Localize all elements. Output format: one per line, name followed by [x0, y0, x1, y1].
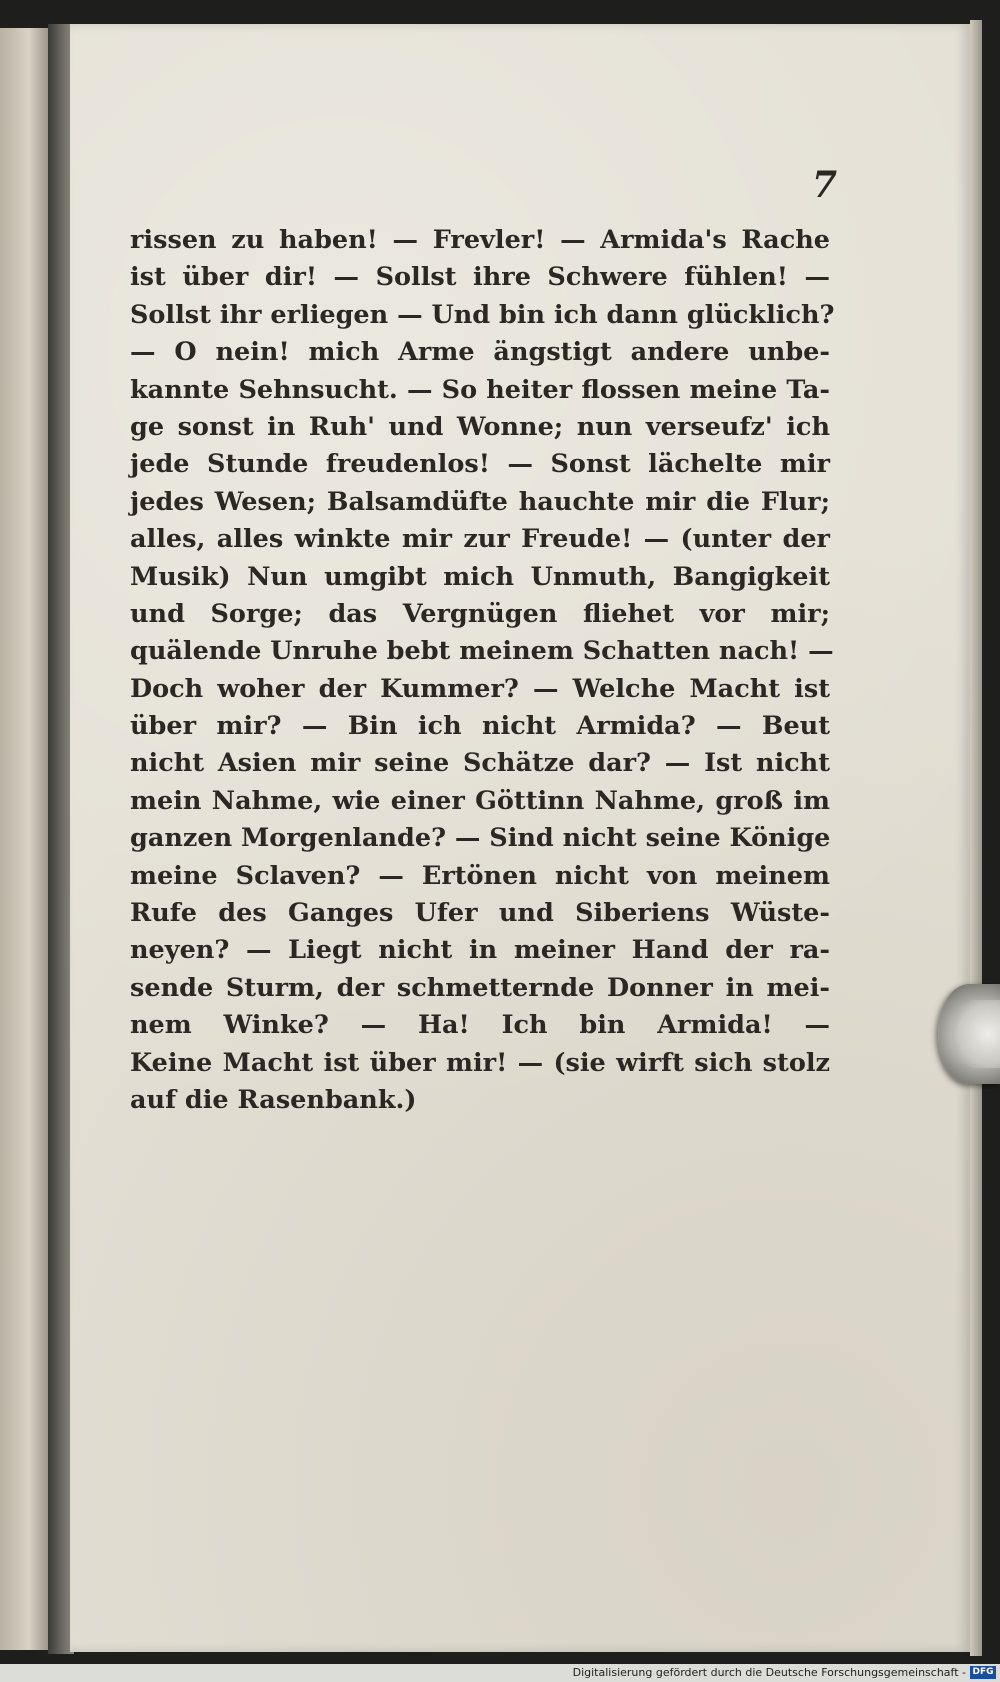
text-line: mein Nahme, wie einer Göttinn Nahme, groß im — [130, 785, 830, 816]
text-line: ge sonst in Ruh' und Wonne; nun verseufz' ich — [130, 411, 830, 442]
left-page-edge — [0, 28, 48, 1650]
page-clip — [938, 984, 1000, 1084]
text-line: Musik) Nun umgibt mich Unmuth, Bangigkeit — [130, 561, 830, 592]
dfg-logo: DFG — [970, 1666, 996, 1679]
text-line: kannte Sehnsucht. — So heiter flossen meine Ta- — [130, 374, 830, 405]
text-line: neyen? — Liegt nicht in meiner Hand der ra- — [130, 935, 830, 966]
body-text — [130, 222, 835, 1119]
text-line: auf die Rasenbank.) — [130, 1084, 417, 1115]
text-line: ganzen Morgenlande? — Sind nicht seine Könige — [130, 823, 831, 854]
text-line: und Sorge; das Vergnügen fliehet vor mir; — [130, 598, 830, 629]
page-number: 7 — [812, 164, 838, 206]
text-line: rissen zu haben! — Frevler! — Armida's Rache — [130, 225, 830, 255]
text-line: Sollst ihr erliegen — Und bin ich dann glücklich? — [130, 299, 835, 330]
text-line: Doch woher der Kummer? — Welche Macht ist — [130, 673, 830, 704]
text-line: alles, alles winkte mir zur Freude! — (unter der — [130, 524, 830, 555]
text-line: nem Winke? — Ha! Ich bin Armida! — — [130, 1010, 830, 1041]
right-page-edge — [970, 20, 982, 1656]
text-line: sende Sturm, der schmetternde Donner in mei- — [130, 972, 830, 1003]
text-line: nicht Asien mir seine Schätze dar? — Ist nicht — [130, 748, 830, 779]
text-line: quälende Unruhe bebt meinem Schatten nach! — — [130, 636, 834, 667]
text-line: ist über dir! — Sollst ihre Schwere fühlen! — — [130, 262, 830, 293]
text-line: Keine Macht ist über mir! — (sie wirft sich stolz — [130, 1047, 830, 1078]
text-line: — O nein! mich Arme ängstigt andere unbe- — [130, 337, 830, 368]
text-line: jede Stunde freudenlos! — Sonst lächelte mir — [130, 449, 830, 480]
text-line: jedes Wesen; Balsamdüfte hauchte mir die Flur; — [130, 486, 830, 517]
text-line: Rufe des Ganges Ufer und Siberiens Wüste- — [130, 898, 830, 929]
text-line: über mir? — Bin ich nicht Armida? — Beut — [130, 711, 830, 742]
funding-credit: Digitalisierung gefördert durch die Deutsche Forschungsgemeinschaft - — [572, 1666, 966, 1679]
page-clip-highlight — [952, 1000, 1000, 1068]
text-line: meine Sclaven? — Ertönen nicht von meinem — [130, 860, 830, 891]
